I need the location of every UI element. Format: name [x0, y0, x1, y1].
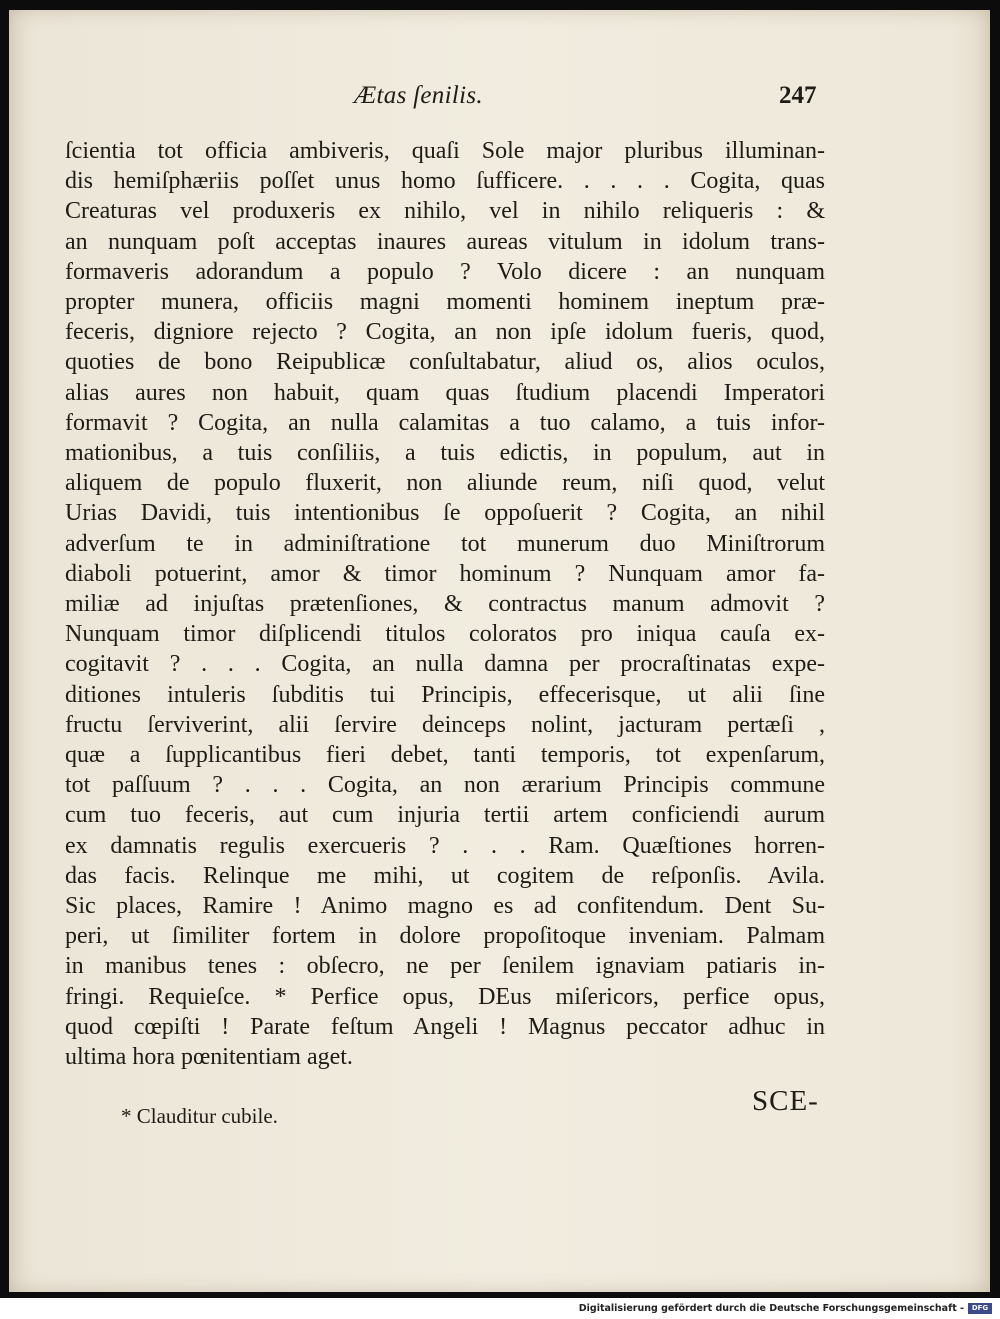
text-line: fructu ſerviverint, alii ſervire deinceps nolint, jacturam pertæſi , — [65, 711, 825, 738]
text-line: diaboli potuerint, amor & timor hominum ? Nunquam amor fa- — [65, 560, 825, 587]
text-line: in manibus tenes : obſecro, ne per ſenilem ignaviam patiaris in- — [65, 953, 825, 980]
text-line: cum tuo feceris, aut cum injuria tertii artem conficiendi aurum — [65, 802, 825, 829]
text-line: formavit ? Cogita, an nulla calamitas a tuo calamo, a tuis infor- — [65, 409, 825, 436]
text-line: cogitavit ? . . . Cogita, an nulla damna per procraſtinatas expe- — [65, 651, 825, 678]
text-line: ſcientia tot officia ambiveris, quaſi Sole major pluribus illuminan- — [65, 138, 825, 164]
text-line: propter munera, officiis magni momenti hominem ineptum præ- — [65, 289, 825, 316]
text-line: quoties de bono Reipublicæ conſultabatur, aliud os, alios oculos, — [65, 349, 825, 376]
text-line: an nunquam poſt acceptas inaures aureas vitulum in idolum trans- — [65, 228, 825, 255]
text-line: ditiones intuleris ſubditis tui Principis, effecerisque, ut alii ſine — [65, 681, 825, 708]
text-line: tot paſſuum ? . . . Cogita, an non ærarium Principis commune — [65, 772, 825, 799]
text-line: feceris, digniore rejecto ? Cogita, an non ipſe idolum fueris, quod, — [65, 319, 825, 346]
text-line: miliæ ad injuſtas prætenſiones, & contractus manum admovit ? — [65, 591, 825, 618]
book-page — [9, 10, 990, 1292]
text-line: Nunquam timor diſplicendi titulos coloratos pro iniqua cauſa ex- — [65, 621, 825, 648]
footnote: * Clauditur cubile. — [121, 1104, 278, 1128]
text-line: peri, ut ſimiliter fortem in dolore propoſitoque inveniam. Palmam — [65, 923, 825, 950]
text-line: das facis. Relinque me mihi, ut cogitem de reſponſis. Avila. — [65, 862, 825, 889]
text-line: quæ a ſupplicantibus fieri debet, tanti temporis, tot expenſarum, — [65, 742, 825, 769]
text-line: Urias Davidi, tuis intentionibus ſe oppoſuerit ? Cogita, an nihil — [65, 500, 825, 527]
text-line: alias aures non habuit, quam quas ſtudium placendi Imperatori — [65, 379, 825, 406]
page-number: 247 — [779, 82, 817, 109]
text-line: Creaturas vel produxeris ex nihilo, vel in nihilo reliqueris : & — [65, 198, 825, 225]
text-line: formaveris adorandum a populo ? Volo dicere : an nunquam — [65, 258, 825, 285]
text-line: aliquem de populo fluxerit, non aliunde reum, niſi quod, velut — [65, 470, 825, 497]
text-line: dis hemiſphæriis poſſet unus homo ſufficere. . . . . Cogita, quas — [65, 168, 825, 195]
dfg-logo: DFG — [968, 1303, 992, 1314]
text-line: ex damnatis regulis exercueris ? . . . Ram. Quæſtiones horren- — [65, 832, 825, 859]
text-line: ultima hora pœnitentiam aget. — [65, 1044, 353, 1071]
text-line: Sic places, Ramire ! Animo magno es ad confitendum. Dent Su- — [65, 893, 825, 920]
text-line: mationibus, a tuis conſiliis, a tuis edictis, in populum, aut in — [65, 440, 825, 467]
running-head: Ætas ſenilis. — [354, 82, 483, 109]
text-line: quod cœpiſti ! Parate feſtum Angeli ! Magnus peccator adhuc in — [65, 1013, 825, 1040]
text-line: fringi. Requieſce. * Perfice opus, DEus miſericors, perfice opus, — [65, 983, 825, 1010]
body-text — [65, 136, 825, 1072]
text-line: adverſum te in adminiſtratione tot munerum duo Miniſtrorum — [65, 530, 825, 557]
digitization-credit: Digitalisierung gefördert durch die Deutsche Forschungsgemeinschaft - — [578, 1303, 964, 1314]
catchword: SCE- — [752, 1085, 819, 1117]
